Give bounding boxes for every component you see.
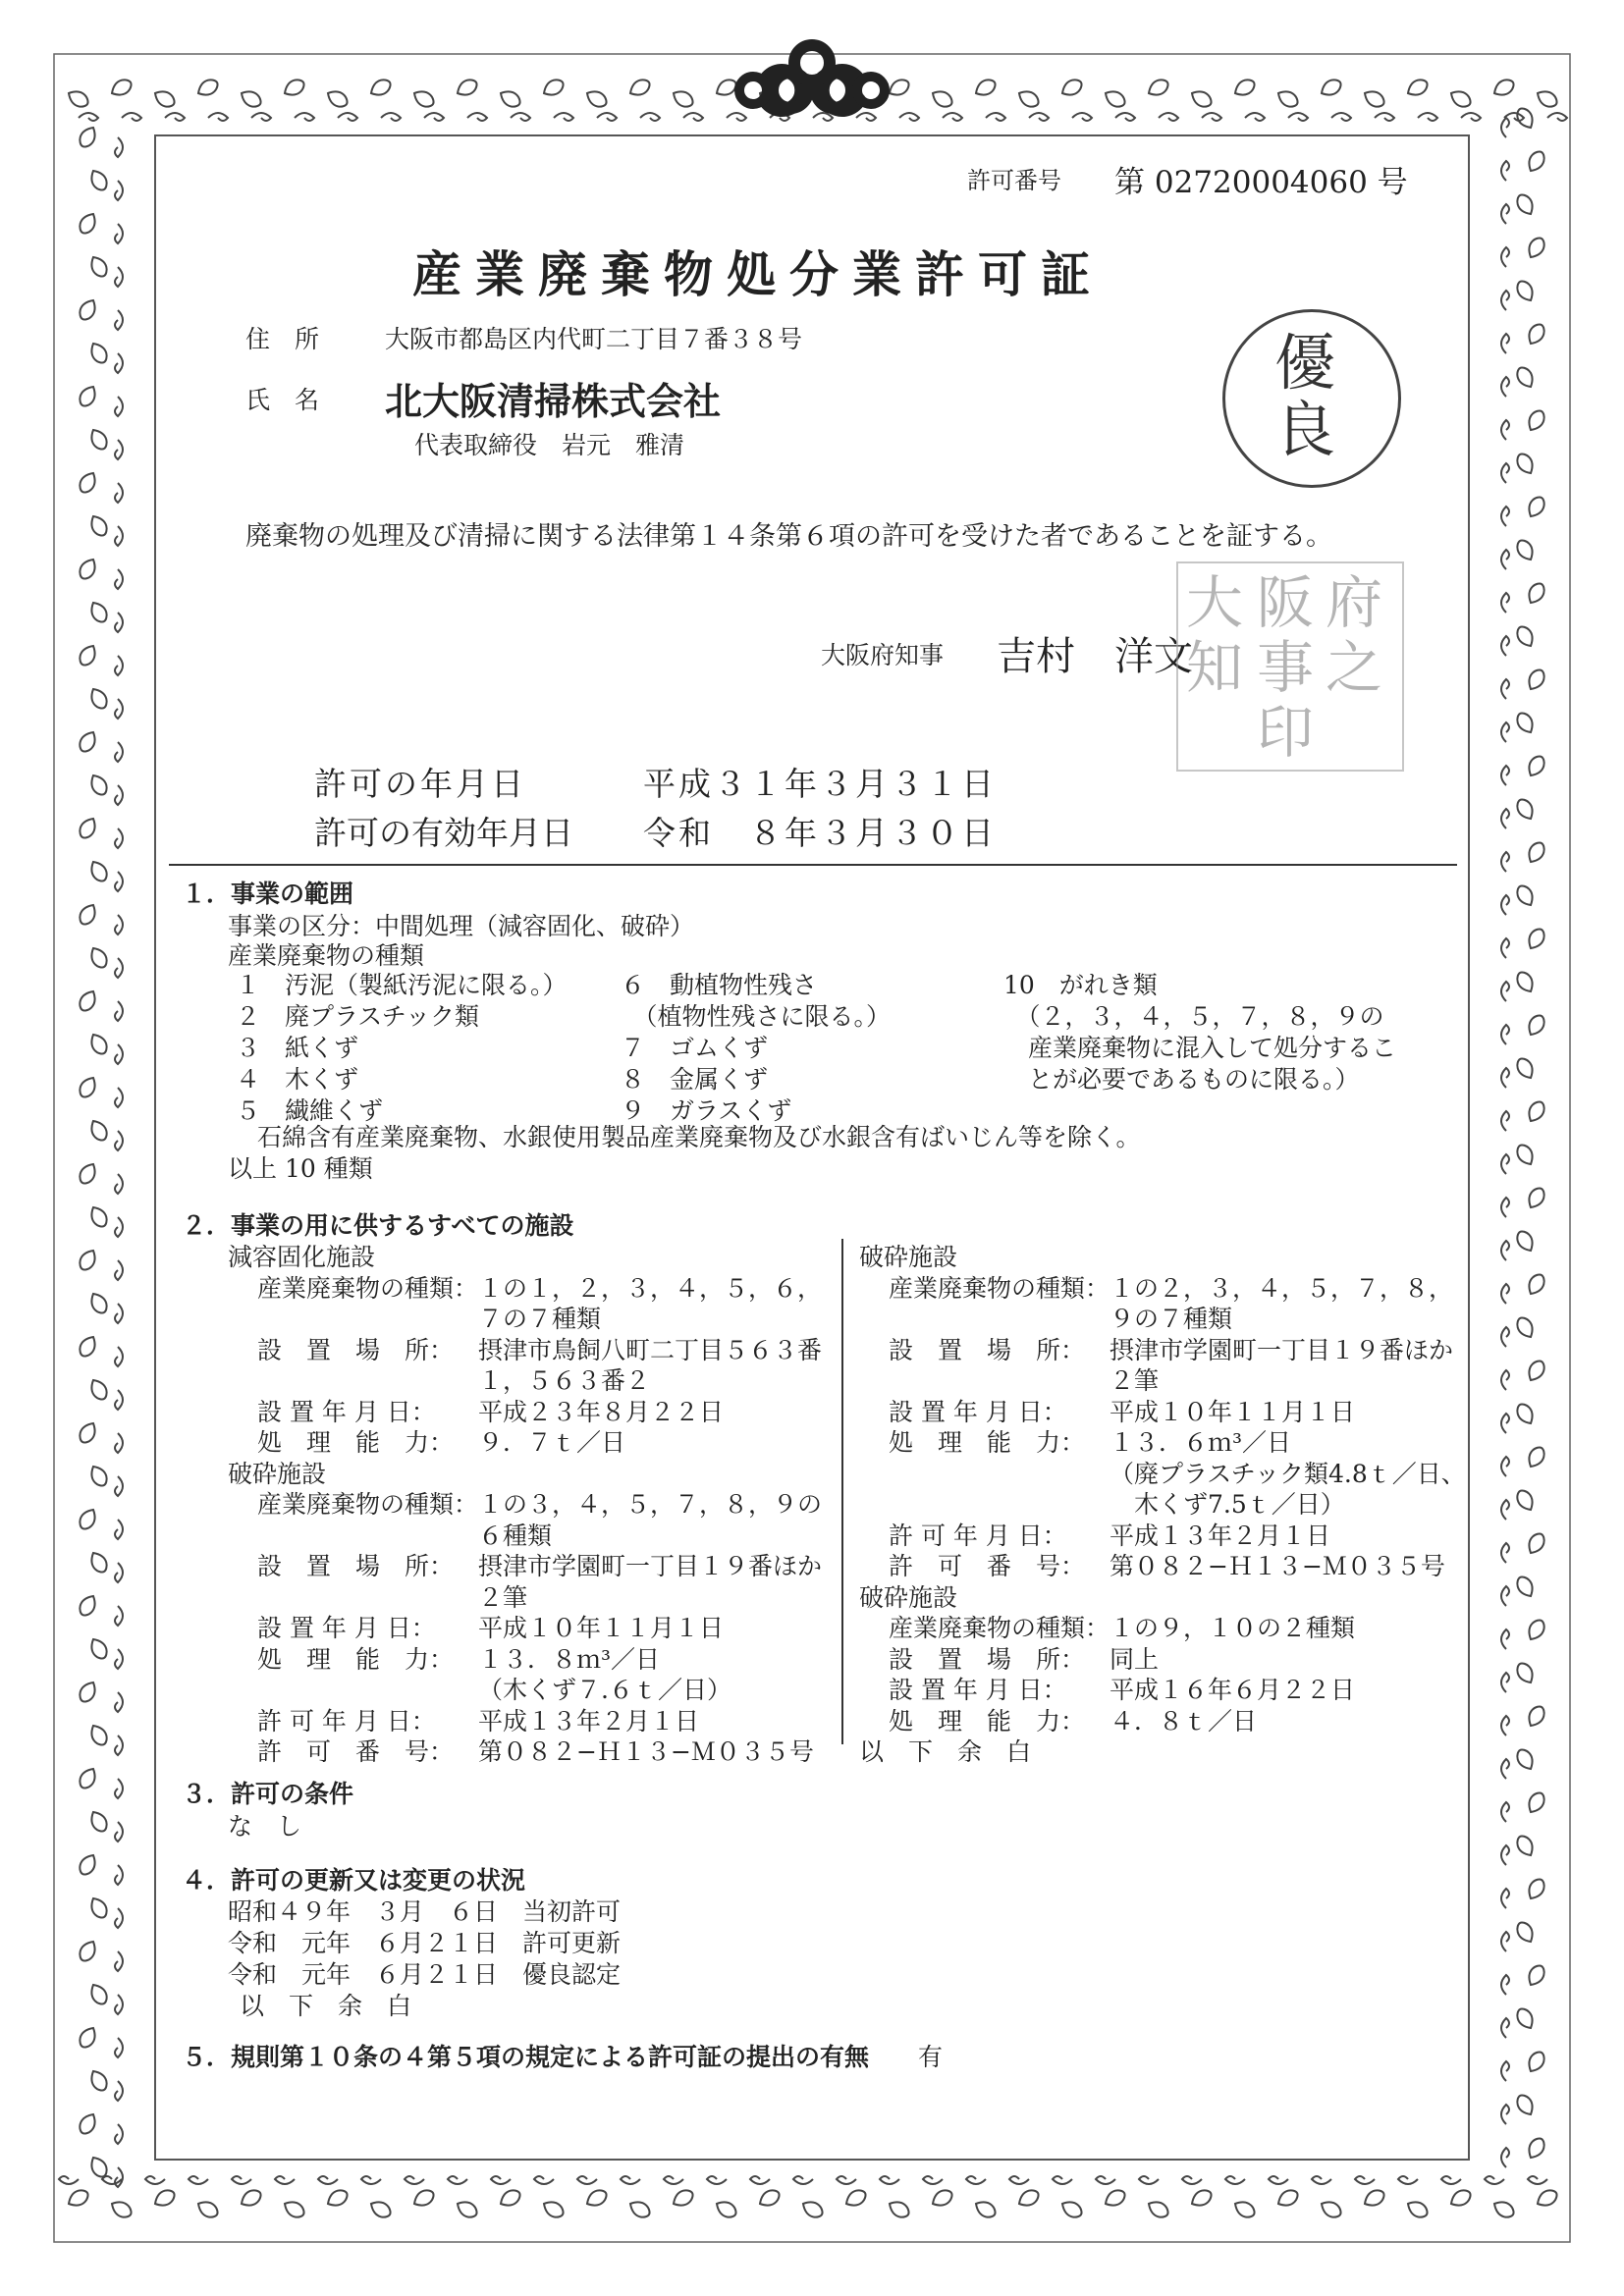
field-label: 処 理 能 力：	[889, 1428, 1086, 1457]
list-item: ９ ガラスくず	[621, 1096, 792, 1125]
table-row	[859, 1397, 1466, 1428]
table-row	[228, 1427, 822, 1459]
prefecture-emblem	[739, 45, 885, 110]
table-row	[859, 1365, 1466, 1397]
field-label	[859, 1304, 1110, 1335]
field-label: 設 置 場 所：	[257, 1552, 455, 1580]
field-value: ４．８ｔ／日	[1110, 1706, 1258, 1735]
table-row	[228, 1644, 822, 1676]
list-item: 令和 元年 ６月２１日 優良認定	[228, 1960, 622, 1989]
list-item: ８ 金属くず	[621, 1065, 769, 1094]
issue-date-value: 平成３１年３月３１日	[643, 765, 997, 803]
table-row	[859, 1644, 1466, 1676]
list-item: ３ 紙くず	[236, 1034, 359, 1062]
field-label: 産業廃棄物の種類：	[257, 1273, 479, 1303]
field-value: ９の７種類	[1110, 1305, 1233, 1333]
field-label: 産業廃棄物の種類：	[889, 1273, 1110, 1303]
table-row	[228, 1242, 822, 1273]
field-label: 許 可 年 月 日：	[257, 1706, 436, 1735]
table-row	[228, 1304, 822, 1335]
list-item: （植物性残さに限る。）	[621, 1002, 892, 1031]
section-3-heading: ３．許可の条件	[182, 1780, 354, 1808]
issue-date-label: 許可の年月日	[314, 765, 526, 803]
table-row	[859, 1335, 1466, 1366]
table-row	[859, 1582, 1466, 1614]
facilities-left-column	[228, 1242, 822, 1768]
field-label: 許 可 番 号：	[889, 1552, 1086, 1580]
field-label: 設 置 年 月 日：	[889, 1397, 1067, 1426]
exclusion-note: 石綿含有産業廃棄物、水銀使用製品産業廃棄物及び水銀含有ばいじん等を除く。	[257, 1123, 1141, 1151]
field-value: １の１，２，３，４，５，６，	[478, 1273, 823, 1303]
field-value: 摂津市鳥飼八町二丁目５６３番	[478, 1335, 823, 1364]
list-item: ７ ゴムくず	[621, 1034, 769, 1062]
submission-status: 有	[918, 2043, 944, 2071]
field-label: 産業廃棄物の種類：	[257, 1490, 479, 1519]
governor-title: 大阪府知事	[821, 641, 945, 669]
field-label: 設 置 年 月 日：	[257, 1614, 436, 1642]
field-value: 平成１３年２月１日	[1110, 1521, 1331, 1550]
name-label: 氏 名	[245, 386, 320, 414]
list-item: １ 汚泥（製紙汚泥に限る。）	[236, 971, 568, 999]
list-item: 産業廃棄物に混入して処分するこ	[1003, 1034, 1397, 1062]
field-label	[859, 1459, 1110, 1490]
facility-heading: 破砕施設	[859, 1243, 958, 1271]
list-item: ４ 木くず	[236, 1065, 359, 1094]
list-item: とが必要であるものに限る。）	[1003, 1065, 1360, 1094]
field-value: 平成１０年１１月１日	[1110, 1397, 1356, 1426]
section-4-heading: ４．許可の更新又は変更の状況	[182, 1866, 526, 1895]
table-row	[859, 1613, 1466, 1644]
waste-types-total: 以上 10 種類	[228, 1154, 373, 1183]
field-label: 産業廃棄物の種類：	[889, 1614, 1110, 1642]
field-value: １の９，１０の２種類	[1110, 1614, 1356, 1642]
field-value: １の３，４，５，７，８，９の	[478, 1490, 823, 1519]
field-label: 設 置 年 月 日：	[257, 1397, 436, 1426]
field-label	[859, 1489, 1110, 1521]
field-label: 処 理 能 力：	[257, 1428, 455, 1457]
table-row	[228, 1397, 822, 1428]
table-row	[228, 1675, 822, 1706]
table-row	[859, 1521, 1466, 1552]
field-value: ９．７ｔ／日	[478, 1428, 626, 1457]
field-label: 処 理 能 力：	[889, 1706, 1086, 1735]
permit-number-value: 第 02720004060 号	[1114, 165, 1408, 200]
field-value: ７の７種類	[478, 1305, 602, 1333]
table-row	[228, 1459, 822, 1490]
field-value: １の２，３，４，５，７，８，	[1110, 1273, 1454, 1303]
table-row	[228, 1582, 822, 1614]
field-label: 許 可 番 号：	[257, 1737, 455, 1766]
table-row	[228, 1489, 822, 1521]
list-item: （２，３，４，５，７，８，９の	[1003, 1002, 1384, 1031]
table-row	[859, 1706, 1466, 1737]
field-value: 平成２３年８月２２日	[478, 1397, 725, 1426]
list-item: 10 がれき類	[1003, 971, 1158, 999]
facility-heading: 破砕施設	[228, 1459, 327, 1488]
list-item: ５ 繊維くず	[236, 1096, 384, 1125]
field-value: （木くず７.６ｔ／日）	[478, 1676, 731, 1704]
field-label	[228, 1365, 478, 1397]
table-row	[859, 1304, 1466, 1335]
expiry-date-label: 許可の有効年月日	[314, 814, 573, 852]
table-row	[859, 1273, 1466, 1305]
address-label: 住 所	[245, 325, 320, 353]
permit-conditions: な し	[228, 1812, 302, 1841]
table-row	[228, 1521, 822, 1552]
field-value: 平成１６年６月２２日	[1110, 1676, 1356, 1704]
page-title: 産業廃棄物処分業許可証	[412, 245, 1104, 303]
field-value: 平成１０年１１月１日	[478, 1614, 725, 1642]
field-label	[228, 1675, 478, 1706]
field-value: 第０８２−Ｈ１３−Ｍ０３５号	[478, 1737, 814, 1766]
field-value: 同上	[1110, 1644, 1160, 1674]
field-value: １，５６３番２	[478, 1366, 651, 1395]
facility-heading: 破砕施設	[859, 1582, 958, 1612]
waste-list-column-3	[1003, 970, 1396, 1095]
field-value: 摂津市学園町一丁目１９番ほか	[1110, 1335, 1454, 1364]
list-item: 昭和４９年 ３月 ６日 当初許可	[228, 1897, 622, 1926]
governor-name: 吉村 洋文	[997, 634, 1193, 679]
table-row	[228, 1273, 822, 1305]
section-2-heading: ２．事業の用に供するすべての施設	[182, 1211, 574, 1240]
field-value: （廃プラスチック類4.8ｔ／日、	[1110, 1459, 1466, 1488]
table-row	[228, 1551, 822, 1582]
field-value: １３．６ｍ³／日	[1110, 1428, 1292, 1457]
business-division: 事業の区分：中間処理（減容固化、破砕）	[228, 912, 695, 940]
address-value: 大阪市都島区内代町二丁目７番３８号	[385, 325, 803, 353]
expiry-date-value: 令和 ８年３月３０日	[643, 814, 997, 852]
table-row	[859, 1675, 1466, 1706]
table-row	[859, 1459, 1466, 1490]
table-row	[228, 1706, 822, 1737]
table-row	[859, 1242, 1466, 1273]
waste-types-label: 産業廃棄物の種類	[228, 941, 425, 970]
list-item: ２ 廃プラスチック類	[236, 1002, 480, 1031]
field-label: 設 置 場 所：	[257, 1335, 455, 1364]
waste-list-column-2	[621, 970, 891, 1127]
field-value: １３．８ｍ³／日	[478, 1644, 661, 1674]
table-row	[859, 1489, 1466, 1521]
field-value: ２筆	[478, 1582, 528, 1612]
table-row	[228, 1365, 822, 1397]
field-label	[228, 1304, 478, 1335]
field-value: 第０８２−Ｈ１３−Ｍ０３５号	[1110, 1552, 1445, 1580]
table-row	[228, 1335, 822, 1366]
field-value: 木くず7.5ｔ／日）	[1110, 1490, 1345, 1519]
field-value: ２筆	[1110, 1366, 1160, 1395]
column-divider	[841, 1239, 843, 1744]
representative: 代表取締役 岩元 雅清	[414, 431, 685, 459]
waste-list-column-1	[236, 970, 568, 1127]
field-label: 許 可 年 月 日：	[889, 1521, 1067, 1550]
facility-heading: 以 下 余 白	[859, 1737, 1032, 1766]
section-5-heading: ５．規則第１０条の４第５項の規定による許可証の提出の有無	[182, 2043, 870, 2071]
table-row	[859, 1551, 1466, 1582]
field-label: 設 置 場 所：	[889, 1644, 1086, 1674]
list-item: 令和 元年 ６月２１日 許可更新	[228, 1929, 622, 1957]
field-label	[859, 1365, 1110, 1397]
facility-heading: 減容固化施設	[228, 1243, 376, 1271]
field-value: 平成１３年２月１日	[478, 1706, 700, 1735]
divider	[169, 864, 1457, 866]
field-label: 設 置 年 月 日：	[889, 1676, 1067, 1704]
list-item: ６ 動植物性残さ	[621, 971, 818, 999]
permit-number-label: 許可番号	[967, 167, 1061, 194]
field-label: 設 置 場 所：	[889, 1335, 1086, 1364]
table-row	[859, 1736, 1466, 1768]
field-value: ６種類	[478, 1521, 553, 1550]
governor-official-seal: 府 之 阪 事 大 知 印	[1176, 561, 1404, 772]
certification-statement: 廃棄物の処理及び清掃に関する法律第１４条第６項の許可を受けた者であることを証する。	[245, 521, 1332, 552]
renewal-history	[228, 1896, 621, 2022]
field-label	[228, 1582, 478, 1614]
field-label	[228, 1521, 478, 1552]
field-value: 摂津市学園町一丁目１９番ほか	[478, 1552, 823, 1580]
excellent-certification-seal: 優 良	[1222, 309, 1401, 488]
facilities-right-column	[859, 1242, 1466, 1768]
table-row	[228, 1736, 822, 1768]
table-row	[859, 1427, 1466, 1459]
company-name: 北大阪清掃株式会社	[385, 379, 722, 423]
end-of-list: 以 下 余 白	[240, 1992, 412, 2020]
section-1-heading: １．事業の範囲	[182, 880, 354, 908]
table-row	[228, 1613, 822, 1644]
field-label: 処 理 能 力：	[257, 1644, 455, 1674]
